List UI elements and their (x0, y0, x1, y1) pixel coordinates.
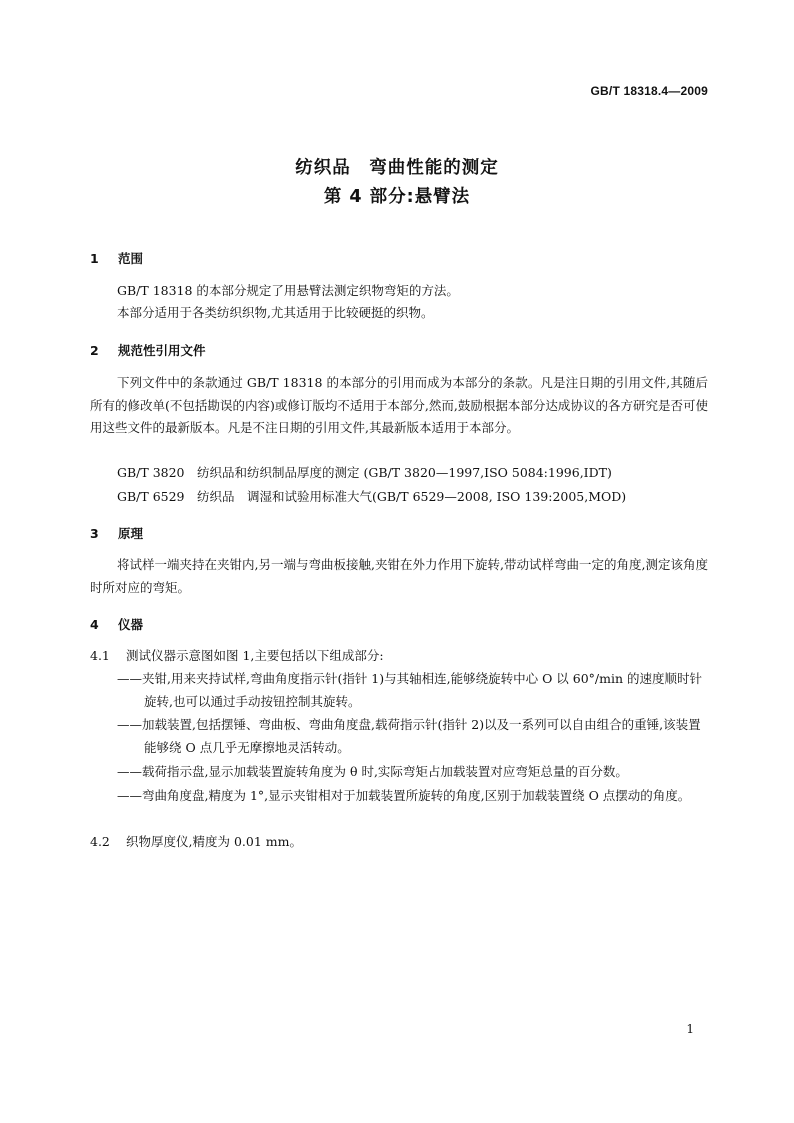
reference-item: GB/T 6529 纺织品 调湿和试验用标准大气(GB/T 6529—2008, ISO 139:2005,MOD) (117, 489, 627, 504)
subclause-text: 测试仪器示意图如图 1,主要包括以下组成部分: (126, 648, 384, 663)
document-title-line2: 第 4 部分:悬臂法 (323, 187, 471, 207)
section-title: 原理 (118, 526, 144, 541)
list-item: ——加载装置,包括摆锤、弯曲板、弯曲角度盘,载荷指示针(指针 2)以及一系列可以自由组合的重锤,该装置能够绕 O 点几乎无摩擦地灵活转动。 (117, 717, 701, 755)
list-item: ——载荷指示盘,显示加载装置旋转角度为 θ 时,实际弯矩占加载装置对应弯矩总量的百分数。 (117, 764, 628, 779)
section-number: 2 (90, 343, 99, 358)
section-heading-2 (90, 341, 206, 359)
subclause-text: 织物厚度仪,精度为 0.01 mm。 (126, 834, 302, 849)
standard-number: GB/T 18318.4—2009 (590, 84, 708, 98)
reference-item: GB/T 3820 纺织品和纺织制品厚度的测定 (GB/T 3820—1997,ISO 5084:1996,IDT) (117, 465, 612, 480)
subclause-4-2 (90, 831, 708, 854)
section-title: 仪器 (118, 617, 144, 632)
document-title-line1: 纺织品 弯曲性能的测定 (295, 158, 499, 178)
paragraph: GB/T 18318 的本部分规定了用悬臂法测定织物弯矩的方法。 (117, 283, 459, 298)
subclause-number: 4.1 (90, 648, 110, 663)
list-item: ——弯曲角度盘,精度为 1°,显示夹钳相对于加载装置所旋转的角度,区别于加载装置绕 O 点摆动的角度。 (117, 788, 691, 803)
paragraph: 本部分适用于各类纺织织物,尤其适用于比较硬挺的织物。 (117, 305, 434, 320)
list-item: ——夹钳,用来夹持试样,弯曲角度指示针(指针 1)与其轴相连,能够绕旋转中心 O 以 60°/min 的速度顺时针旋转,也可以通过手动按钮控制其旋转。 (117, 671, 703, 709)
section-title: 范围 (118, 251, 144, 266)
section-heading-1 (90, 249, 143, 267)
section-number: 1 (90, 251, 99, 266)
subclause-number: 4.2 (90, 834, 110, 849)
paragraph: 下列文件中的条款通过 GB/T 18318 的本部分的引用而成为本部分的条款。凡是注日期的引用文件,其随后所有的修改单(不包括勘误的内容)或修订版均不适用于本部分,然而,鼓励根据本部分达成协议的各方研究是否可使用这些文件的最新版本。凡是不注日期的引用文件,其最新版本适用于本部分。 (90, 375, 708, 435)
section-heading-4 (90, 615, 143, 633)
paragraph: 将试样一端夹持在夹钳内,另一端与弯曲板接触,夹钳在外力作用下旋转,带动试样弯曲一定的角度,测定该角度时所对应的弯矩。 (90, 557, 708, 595)
subclause-4-1 (90, 645, 708, 668)
page-number: 1 (686, 1022, 694, 1036)
section-heading-3 (90, 524, 143, 542)
section-title: 规范性引用文件 (118, 343, 206, 358)
section-number: 4 (90, 617, 99, 632)
section-number: 3 (90, 526, 99, 541)
